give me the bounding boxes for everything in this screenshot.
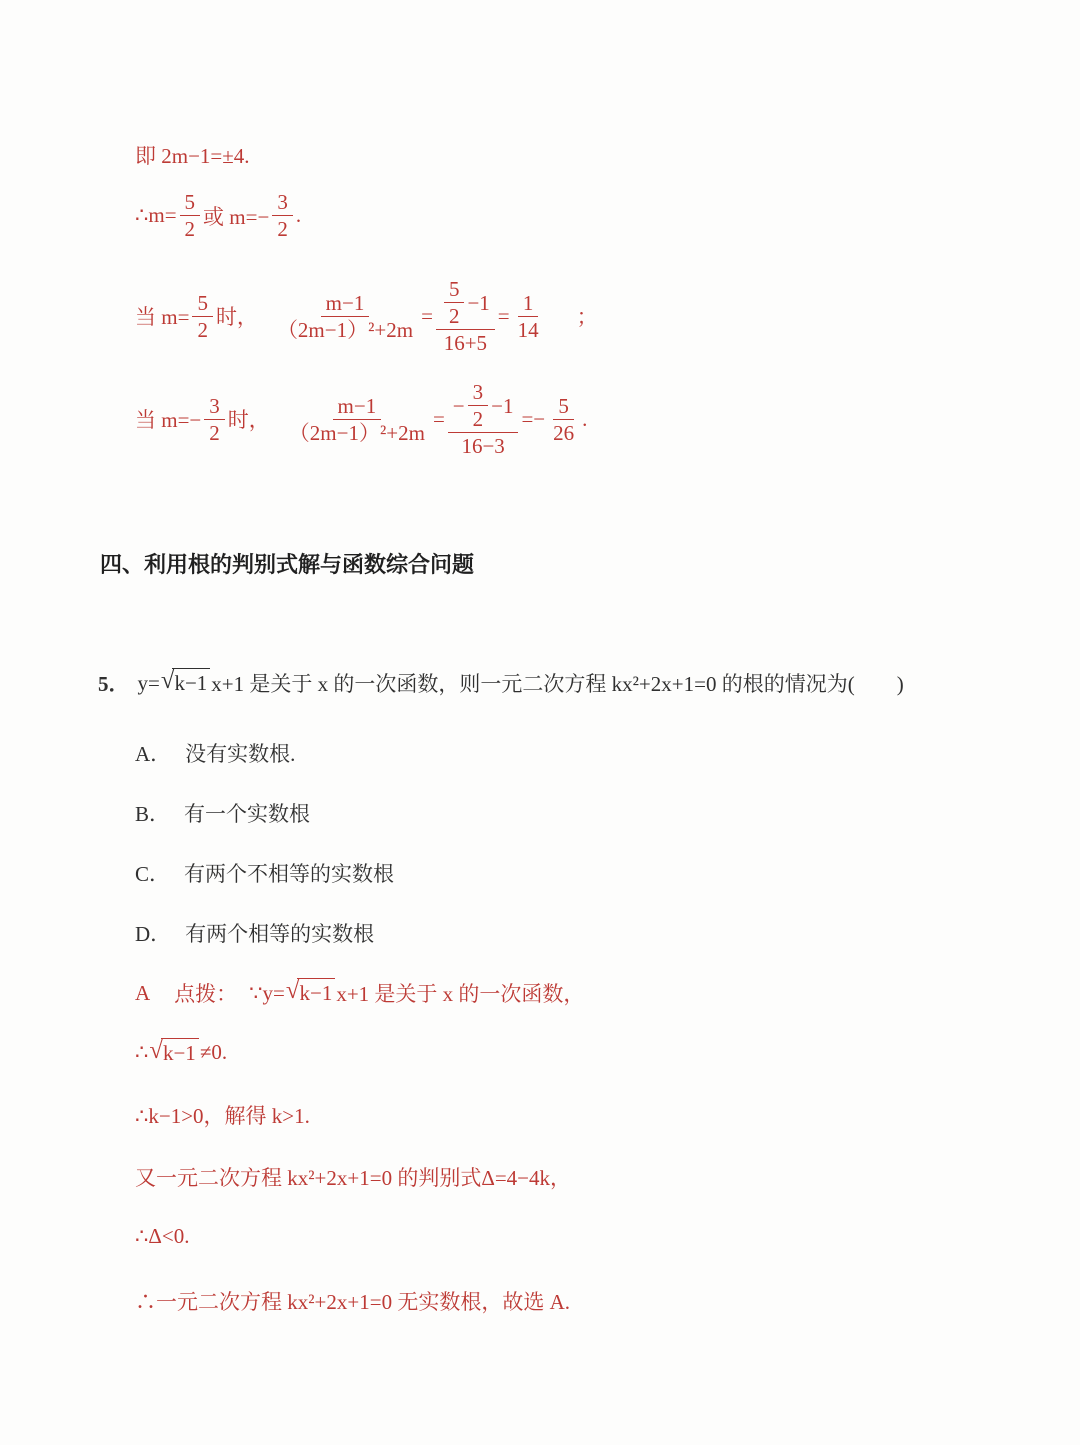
- fraction-main: $\frac{m-1}{\text{（2m−1）²+2m}}$: [288, 393, 425, 445]
- fraction-result: $\frac{5}{26}$: [553, 393, 575, 445]
- math-text: .: [582, 406, 588, 431]
- math-text: −: [452, 393, 465, 418]
- solution-line-2: [135, 190, 301, 241]
- radical-sign: √: [149, 1037, 163, 1064]
- equals-sign: =: [497, 303, 510, 328]
- math-text: 时，: [227, 408, 270, 433]
- option-a-label: A．: [135, 742, 172, 766]
- fraction-nested: $\frac{3}{2}$: [468, 380, 489, 431]
- fraction-compound: − $\frac{3}{2}$ −1 16−3: [448, 380, 519, 458]
- option-c: [135, 858, 394, 888]
- solution-line-3: [135, 277, 598, 355]
- fraction-nested: $\frac{5}{2}$: [444, 277, 465, 328]
- answer-line-1: [135, 978, 584, 1008]
- answer-line-6: ∴一元二次方程 kx²+2x+1=0 无实数根，故选 A.: [135, 1290, 570, 1314]
- fraction-main: $\frac{m-1}{\text{（2m−1）²+2m}}$: [276, 290, 414, 342]
- square-root: √ k−1: [286, 978, 335, 1007]
- math-text: y=: [137, 670, 160, 695]
- solution-line-1: 即 2m−1=±4.: [135, 144, 250, 168]
- answer-line-5: ∴Δ<0.: [135, 1224, 190, 1248]
- option-b: [135, 798, 310, 828]
- math-text: 或 m=−: [203, 204, 270, 229]
- math-text: ∵y=: [249, 980, 285, 1005]
- answer-line-4: 又一元二次方程 kx²+2x+1=0 的判别式Δ=4−4k，: [135, 1166, 572, 1190]
- radical-sign: √: [285, 977, 300, 1005]
- fraction: $\frac{3}{2}$: [204, 394, 225, 445]
- option-c-text: 有两个不相等的实数根: [184, 862, 395, 886]
- option-d: [135, 918, 374, 948]
- option-d-text: 有两个相等的实数根: [185, 922, 375, 946]
- answer-line-2: [135, 1038, 227, 1067]
- fraction-compound: $\frac{5}{2}$ −1 16+5: [436, 277, 495, 355]
- math-text: .: [295, 203, 302, 228]
- answer-line-3: ∴k−1>0，解得 k>1.: [135, 1104, 310, 1128]
- math-text: ；: [576, 305, 598, 330]
- question-5: [98, 668, 904, 698]
- hint-label: 点拨：: [174, 983, 238, 1006]
- option-a: [135, 738, 295, 768]
- math-text: 时，: [215, 305, 258, 330]
- math-text: ≠0.: [199, 1040, 228, 1065]
- answer-letter: A: [135, 980, 151, 1005]
- math-text: ∴m=: [135, 203, 177, 228]
- option-a-text: 没有实数根.: [185, 742, 296, 766]
- equals-sign: =−: [521, 406, 546, 431]
- option-b-text: 有一个实数根: [184, 802, 311, 826]
- equals-sign: =: [421, 303, 433, 328]
- math-text: x+1 是关于 x 的一次函数，: [336, 982, 585, 1006]
- math-text: 当 m=−: [135, 408, 202, 433]
- fraction-result: $\frac{1}{14}$: [517, 290, 539, 342]
- math-text: 当 m=: [135, 305, 190, 330]
- fraction: $\frac{5}{2}$: [192, 291, 213, 342]
- math-text: −1: [467, 290, 490, 315]
- option-d-label: D．: [135, 922, 172, 946]
- fraction: $\frac{5}{2}$: [180, 190, 201, 241]
- equals-sign: =: [432, 406, 445, 431]
- option-c-label: C．: [135, 862, 171, 886]
- solution-line-4: [135, 380, 587, 458]
- math-text: ∴: [135, 1040, 149, 1065]
- option-b-label: B．: [135, 802, 171, 826]
- section-heading: 四、利用根的判别式解与函数综合问题: [100, 552, 475, 577]
- question-number: 5．: [98, 672, 130, 696]
- math-text: −1: [491, 393, 514, 418]
- fraction: $\frac{3}{2}$: [272, 190, 293, 241]
- question-text: x+1 是关于 x 的一次函数，则一元二次方程 kx²+2x+1=0 的根的情况为( ): [211, 672, 904, 696]
- square-root: √ k−1: [149, 1038, 198, 1067]
- radical-sign: √: [160, 667, 175, 695]
- square-root: √ k−1: [161, 668, 210, 697]
